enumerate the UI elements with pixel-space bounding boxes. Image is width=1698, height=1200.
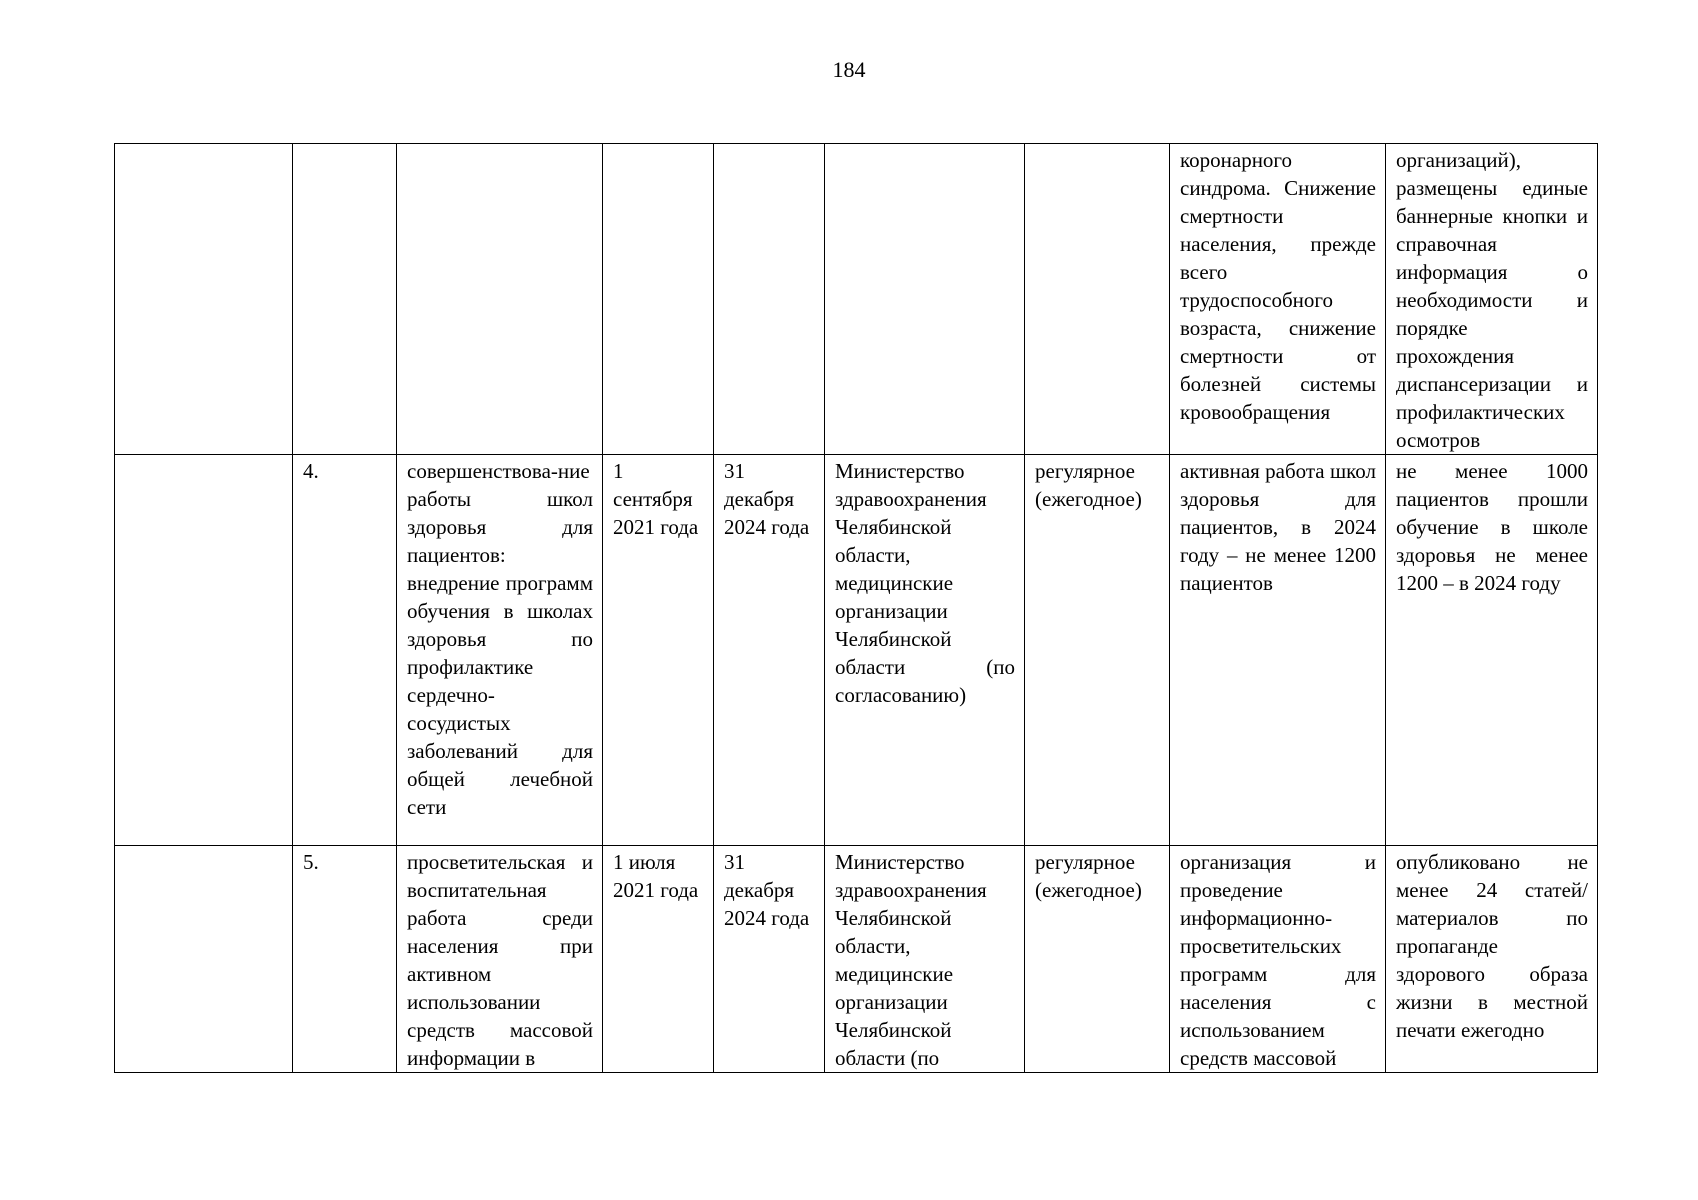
responsible-cell: Министерство здравоохранения Челябинской области, медицинские организации Челябинской области (по согласованию) xyxy=(825,455,1025,846)
empty-cell xyxy=(115,144,293,455)
empty-cell xyxy=(115,455,293,846)
start-date-cell: 1 июля 2021 года xyxy=(603,846,714,1073)
kind-cell xyxy=(1025,144,1170,455)
end-date-cell: 31 декабря 2024 года xyxy=(714,455,825,846)
indicator-cell: организаций), размещены единые баннерные кнопки и справочная информация о необходимости и порядке прохождения диспансеризации и профилактических осмотров xyxy=(1386,144,1598,455)
table-row xyxy=(115,144,1598,455)
result-cell: организация и проведение информационно-просветительских программ для населения с использованием средств массовой xyxy=(1170,846,1386,1073)
kind-cell: регулярное (ежегодное) xyxy=(1025,846,1170,1073)
measure-cell: просветительская и воспитательная работа среди населения при активном использовании средств массовой информации в xyxy=(397,846,603,1073)
empty-cell xyxy=(115,846,293,1073)
responsible-cell: Министерство здравоохранения Челябинской области, медицинские организации Челябинской области (по xyxy=(825,846,1025,1073)
measures-table xyxy=(114,143,1598,1073)
end-date-cell xyxy=(714,144,825,455)
result-cell: активная работа школ здоровья для пациентов, в 2024 году – не менее 1200 пациентов xyxy=(1170,455,1386,846)
table-row xyxy=(115,846,1598,1073)
end-date-cell: 31 декабря 2024 года xyxy=(714,846,825,1073)
page-number: 184 xyxy=(832,57,866,82)
result-cell: коронарного синдрома. Снижение смертности населения, прежде всего трудоспособного возраста, снижение смертности от болезней системы кровообращения xyxy=(1170,144,1386,455)
indicator-cell: опубликовано не менее 24 статей/ материалов по пропаганде здорового образа жизни в местной печати ежегодно xyxy=(1386,846,1598,1073)
row-number xyxy=(293,144,397,455)
measure-cell: совершенствова-ние работы школ здоровья для пациентов: внедрение программ обучения в школах здоровья по профилактике сердечно-сосудистых заболеваний для общей лечебной сети xyxy=(397,455,603,846)
kind-cell: регулярное (ежегодное) xyxy=(1025,455,1170,846)
table-row xyxy=(115,455,1598,846)
responsible-cell xyxy=(825,144,1025,455)
measure-cell xyxy=(397,144,603,455)
indicator-cell: не менее 1000 пациентов прошли обучение в школе здоровья не менее 1200 – в 2024 году xyxy=(1386,455,1598,846)
start-date-cell xyxy=(603,144,714,455)
start-date-cell: 1 сентября 2021 года xyxy=(603,455,714,846)
row-number: 4. xyxy=(293,455,397,846)
row-number: 5. xyxy=(293,846,397,1073)
